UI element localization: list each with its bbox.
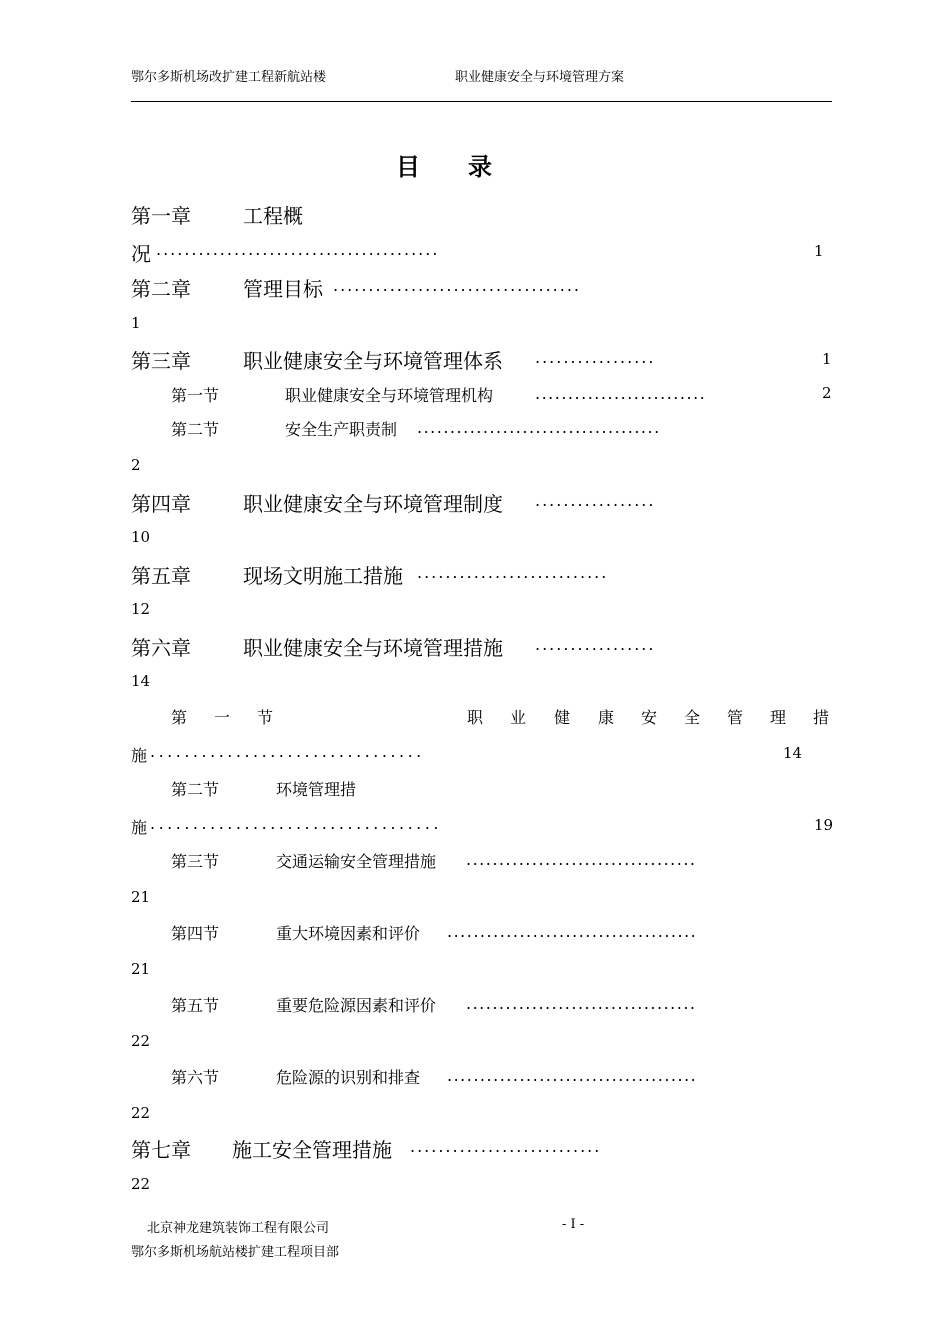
toc-s6-3-label[interactable]: 第三节 — [171, 852, 220, 871]
toc-s6-1-title-7[interactable]: 管 — [727, 708, 744, 727]
toc-s6-5-page[interactable]: 22 — [131, 1032, 151, 1050]
toc-s6-6-title[interactable]: 危险源的识别和排查 — [276, 1068, 421, 1087]
toc-ch5-title[interactable]: 现场文明施工措施 — [243, 564, 403, 588]
toc-s6-1-title-4[interactable]: 康 — [598, 708, 615, 727]
toc-s6-5-title[interactable]: 重要危险源因素和评价 — [276, 996, 437, 1015]
toc-s6-1-label-1[interactable]: 第 — [171, 708, 188, 727]
toc-ch6-title[interactable]: 职业健康安全与环境管理措施 — [243, 636, 503, 660]
toc-s6-2-leader: .................................. — [150, 814, 442, 833]
toc-ch2-page[interactable]: 1 — [131, 314, 141, 332]
toc-ch7-label[interactable]: 第七章 — [131, 1138, 191, 1162]
header-rule — [131, 101, 832, 102]
toc-s6-5-label[interactable]: 第五节 — [171, 996, 220, 1015]
toc-ch4-title[interactable]: 职业健康安全与环境管理制度 — [243, 492, 503, 516]
toc-s3-2-leader: ..................................... — [417, 418, 661, 437]
toc-s6-1-title-3[interactable]: 健 — [554, 708, 571, 727]
toc-ch6-leader: ................. — [535, 635, 656, 654]
toc-ch2-leader: ................................... — [333, 276, 582, 295]
toc-ch6-page[interactable]: 14 — [131, 672, 151, 690]
toc-s3-1-title[interactable]: 职业健康安全与环境管理机构 — [285, 386, 494, 405]
toc-ch7-page[interactable]: 22 — [131, 1175, 151, 1193]
toc-ch7-leader: ........................... — [410, 1137, 602, 1156]
toc-s6-3-leader: ................................... — [466, 850, 697, 869]
toc-ch3-title[interactable]: 职业健康安全与环境管理体系 — [243, 349, 503, 373]
toc-s6-1-title-5[interactable]: 安 — [641, 708, 658, 727]
toc-s6-3-page[interactable]: 21 — [131, 888, 151, 906]
header-document-name: 职业健康安全与环境管理方案 — [455, 70, 625, 85]
toc-s6-5-leader: ................................... — [466, 994, 697, 1013]
toc-s3-2-page[interactable]: 2 — [131, 456, 141, 474]
toc-ch2-label[interactable]: 第二章 — [131, 277, 191, 301]
toc-ch3-page[interactable]: 1 — [822, 350, 832, 368]
footer-project: 鄂尔多斯机场航站楼扩建工程项目部 — [131, 1245, 340, 1260]
toc-s6-6-page[interactable]: 22 — [131, 1104, 151, 1122]
toc-ch4-leader: ................. — [535, 491, 656, 510]
toc-s6-6-label[interactable]: 第六节 — [171, 1068, 220, 1087]
toc-s6-1-leader: ................................ — [150, 742, 425, 761]
toc-ch1-page[interactable]: 1 — [814, 242, 824, 260]
toc-ch5-label[interactable]: 第五章 — [131, 564, 191, 588]
toc-s6-1-title-cont[interactable]: 施 — [131, 746, 148, 765]
toc-s3-1-label[interactable]: 第一节 — [171, 386, 220, 405]
toc-s6-1-title-6[interactable]: 全 — [684, 708, 701, 727]
toc-ch3-leader: ................. — [535, 348, 656, 367]
toc-ch6-label[interactable]: 第六章 — [131, 636, 191, 660]
toc-s6-1-label-3[interactable]: 节 — [257, 708, 274, 727]
toc-ch1-title[interactable]: 工程概 — [243, 204, 303, 228]
header-project-name: 鄂尔多斯机场改扩建工程新航站楼 — [131, 70, 327, 85]
toc-s6-1-title-2[interactable]: 业 — [510, 708, 527, 727]
toc-s6-1-page[interactable]: 14 — [783, 744, 803, 762]
toc-s3-1-page[interactable]: 2 — [822, 384, 832, 402]
toc-s3-2-label[interactable]: 第二节 — [171, 420, 220, 439]
toc-ch1-label[interactable]: 第一章 — [131, 204, 191, 228]
toc-s6-2-label[interactable]: 第二节 — [171, 780, 220, 799]
toc-s6-1-title-9[interactable]: 措 — [813, 708, 830, 727]
footer-page-number: - I - — [562, 1217, 585, 1232]
toc-s6-4-page[interactable]: 21 — [131, 960, 151, 978]
toc-ch5-leader: ........................... — [417, 563, 609, 582]
toc-ch1-leader: ........................................ — [156, 240, 440, 259]
toc-ch4-page[interactable]: 10 — [131, 528, 151, 546]
toc-ch1-title-cont[interactable]: 况 — [131, 242, 151, 266]
toc-s6-2-title-cont[interactable]: 施 — [131, 818, 148, 837]
toc-ch7-title[interactable]: 施工安全管理措施 — [232, 1138, 392, 1162]
toc-s6-3-title[interactable]: 交通运输安全管理措施 — [276, 852, 437, 871]
toc-s6-1-label-2[interactable]: 一 — [214, 708, 231, 727]
toc-s6-1-title-1[interactable]: 职 — [467, 708, 484, 727]
toc-s6-6-leader: ...................................... — [447, 1066, 698, 1085]
toc-s6-2-title[interactable]: 环境管理措 — [276, 780, 357, 799]
toc-s6-1-title-8[interactable]: 理 — [770, 708, 787, 727]
toc-s6-4-title[interactable]: 重大环境因素和评价 — [276, 924, 421, 943]
toc-s6-2-page[interactable]: 19 — [814, 816, 834, 834]
page-title: 目 录 — [396, 152, 492, 181]
toc-ch5-page[interactable]: 12 — [131, 600, 151, 618]
footer-company: 北京神龙建筑装饰工程有限公司 — [147, 1221, 330, 1236]
toc-ch4-label[interactable]: 第四章 — [131, 492, 191, 516]
toc-ch3-label[interactable]: 第三章 — [131, 349, 191, 373]
toc-s3-2-title[interactable]: 安全生产职责制 — [285, 420, 398, 439]
toc-ch2-title[interactable]: 管理目标 — [243, 277, 323, 301]
toc-s6-4-label[interactable]: 第四节 — [171, 924, 220, 943]
toc-s3-1-leader: .......................... — [535, 384, 707, 403]
toc-s6-4-leader: ...................................... — [447, 922, 698, 941]
